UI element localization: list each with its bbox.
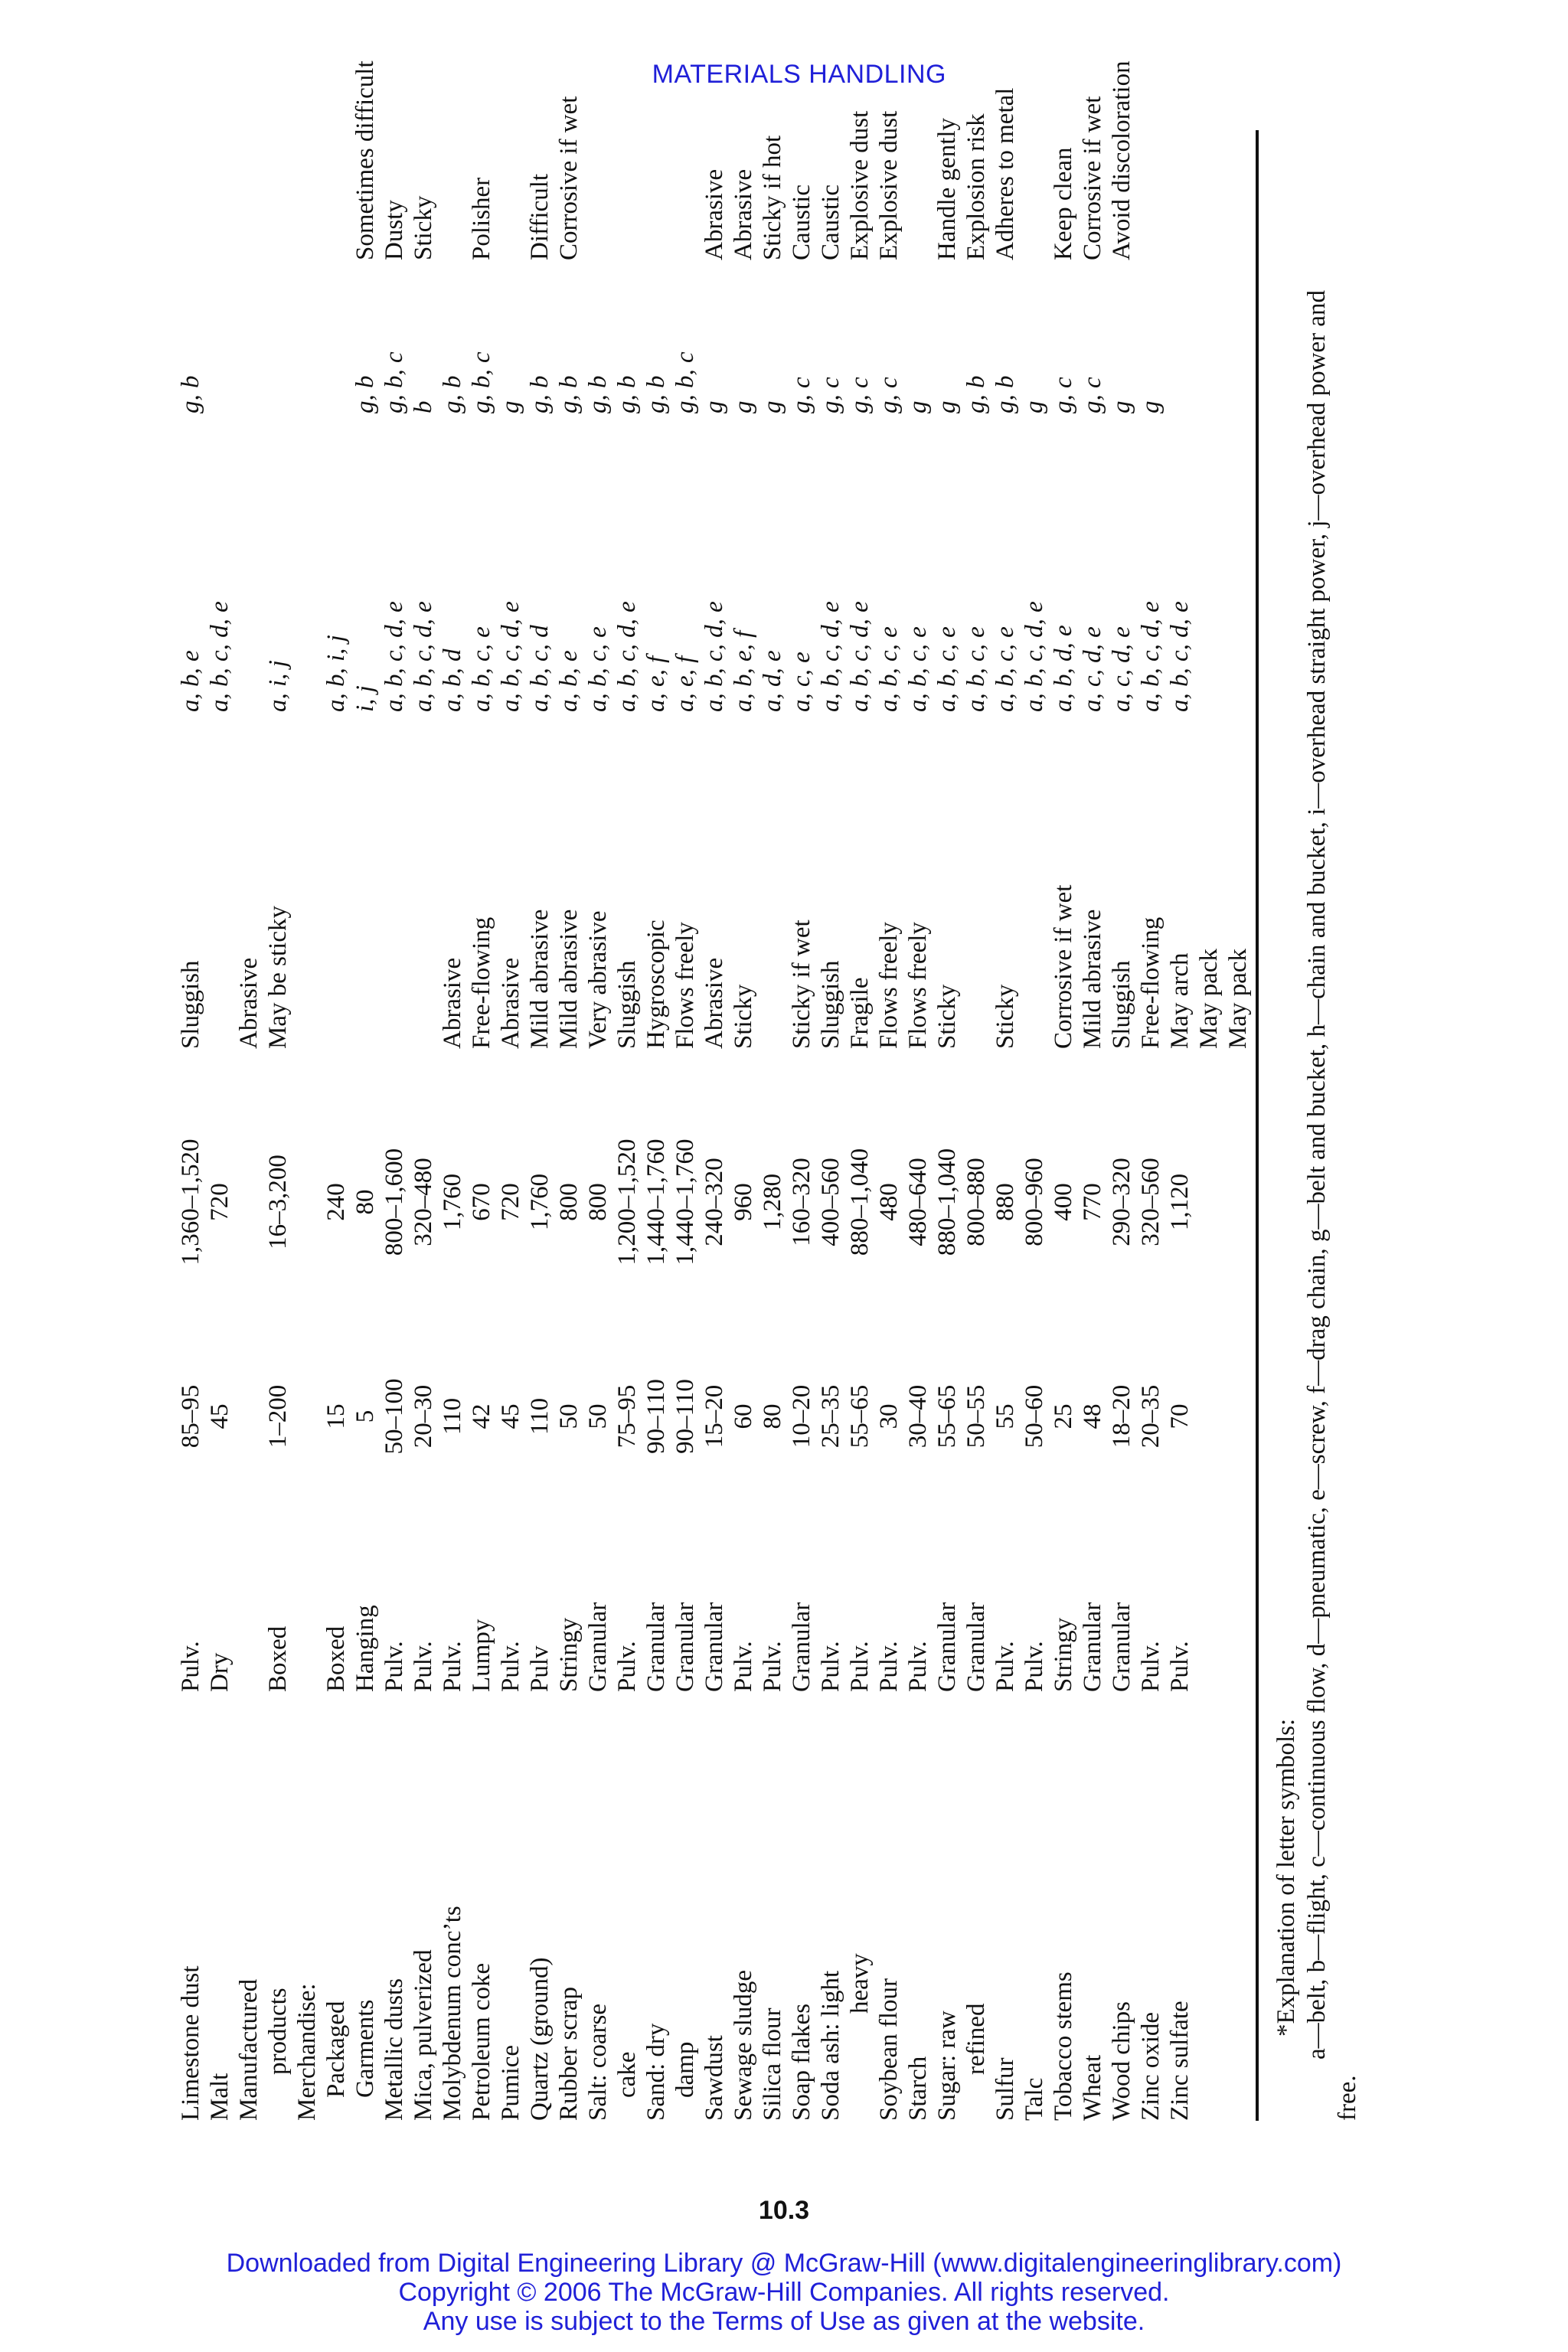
density-cell: 240–320 [701, 1158, 728, 1246]
flowability-cell: Sticky [933, 984, 961, 1049]
conveyors-cell: a, b, e [555, 650, 583, 712]
conveyors-cell: a, b, c, e [991, 626, 1019, 712]
density-cell: 480 [875, 1183, 903, 1221]
table-row [467, 130, 496, 2121]
material-cell: Rubber scrap [555, 1986, 583, 2121]
elevators-cell: g, c [846, 377, 874, 413]
remarks-cell: Caustic [788, 185, 815, 260]
density-cell: 880 [991, 1183, 1019, 1221]
conveyors-cell: a, b, c, d [526, 625, 554, 712]
table-row [496, 130, 525, 2121]
table-row [583, 130, 612, 2121]
form-cell: Pulv. [1137, 1641, 1165, 1692]
footnote-text: a—belt, b—flight, c—continuous flow, d—pneumatic, e—screw, f—drag chain, g—belt and bucket, h—chain and bucket, i—overhead straight power, j—overhead power and [1303, 289, 1331, 2060]
elevators-cell: b [410, 400, 437, 413]
table-row [380, 130, 409, 2121]
remarks-cell: Sticky [410, 195, 437, 260]
form-cell: Granular [671, 1602, 699, 1692]
remarks-cell: Abrasive [701, 168, 728, 260]
material-cell: Sawdust [701, 2035, 728, 2121]
density-cell: 880–1,040 [846, 1148, 874, 1256]
table-row [758, 130, 787, 2121]
flowability-cell: May pack [1195, 948, 1223, 1049]
footnote [1271, 130, 1363, 2121]
remarks-cell: Avoid discoloration [1108, 60, 1135, 260]
density-cell: 400–560 [817, 1158, 844, 1246]
remarks-cell: Sometimes difficult [351, 60, 379, 260]
conveyors-cell: a, d, e [759, 650, 786, 712]
table-row [671, 130, 700, 2121]
remarks-cell: Explosive dust [875, 110, 903, 260]
form-cell: Pulv. [1021, 1641, 1048, 1692]
conveyors-cell: a, b, c, d, e [410, 601, 437, 712]
conveyors-cell: a, i, j [264, 660, 292, 712]
material-cell: heavy [846, 1953, 874, 2014]
elevators-cell: g, b, c [468, 351, 495, 413]
material-cell: Sugar: raw [933, 2011, 961, 2121]
table-row [1107, 60, 1136, 2121]
elevators-cell: g, b [555, 375, 583, 413]
material-cell: Sewage sludge [730, 1969, 757, 2121]
conveyors-cell: a, c, d, e [1079, 626, 1106, 712]
density-cell: 1,440–1,760 [642, 1138, 670, 1266]
density-cell: 240 [322, 1183, 350, 1221]
size-cell: 75–95 [613, 1384, 641, 1449]
conveyors-cell: a, b, c, d, e [817, 601, 844, 712]
conveyors-cell: a, b, c, e [933, 626, 961, 712]
form-cell: Pulv. [759, 1641, 786, 1692]
table-row [322, 130, 351, 2121]
conveyors-cell: a, b, c, d, e [1137, 601, 1165, 712]
remarks-cell: Dusty [381, 200, 408, 260]
form-cell: Granular [788, 1602, 815, 1692]
flowability-cell: Sticky [730, 984, 757, 1049]
density-cell: 800–1,600 [381, 1148, 408, 1256]
table-row [1223, 130, 1253, 2121]
table-row [438, 130, 467, 2121]
flowability-cell: Mild abrasive [526, 909, 554, 1049]
conveyors-cell: a, e, f [671, 655, 699, 712]
table-row [176, 130, 205, 2121]
flowability-cell: May pack [1224, 948, 1252, 1049]
elevators-cell: g, b, c [381, 351, 408, 413]
size-cell: 45 [497, 1403, 524, 1429]
flowability-cell: Mild abrasive [1079, 909, 1106, 1049]
legal-download-line[interactable]: Downloaded from Digital Engineering Library @ McGraw-Hill (www.digitalengineeringlibrary.com) [226, 2249, 1342, 2278]
flowability-cell: Sticky [991, 984, 1019, 1049]
flowability-cell: Free-flowing [1137, 916, 1165, 1049]
flowability-cell: Abrasive [439, 957, 466, 1049]
size-cell: 42 [468, 1403, 495, 1429]
elevators-cell: g, c [875, 377, 903, 413]
elevators-cell: g, c [817, 377, 844, 413]
remarks-cell: Abrasive [730, 168, 757, 260]
elevators-cell: g, b, c [671, 351, 699, 413]
material-cell: Starch [904, 2056, 932, 2121]
table-row [729, 130, 758, 2121]
material-cell: Tobacco stems [1050, 1971, 1077, 2121]
table-row [554, 96, 583, 2121]
material-cell: damp [671, 2041, 699, 2098]
elevators-cell: g [730, 400, 757, 413]
size-cell: 90–110 [642, 1379, 670, 1454]
flowability-cell: May be sticky [264, 906, 292, 1049]
table-row [1078, 96, 1107, 2121]
flowability-cell: Flows freely [875, 922, 903, 1049]
table-row [292, 130, 322, 2121]
form-cell: Pulv [526, 1645, 554, 1692]
conveyors-cell: a, b, c, d, e [1166, 601, 1194, 712]
conveyors-cell: a, e, f [642, 655, 670, 712]
density-cell: 770 [1079, 1183, 1106, 1221]
flowability-cell: Sluggish [817, 960, 844, 1049]
conveyors-cell: a, b, c, d, e [206, 601, 234, 712]
material-cell: Merchandise: [293, 1983, 321, 2121]
form-cell: Pulv. [846, 1641, 874, 1692]
density-cell: 160–320 [788, 1158, 815, 1246]
material-cell: Silica flour [759, 2007, 786, 2121]
form-cell: Pulv. [439, 1641, 466, 1692]
flowability-cell: Corrosive if wet [1050, 884, 1077, 1049]
remarks-cell: Explosion risk [962, 113, 990, 260]
elevators-cell: g [701, 400, 728, 413]
table-row [263, 130, 292, 2121]
table-row [874, 110, 903, 2121]
size-cell: 80 [759, 1403, 786, 1429]
form-cell: Pulv. [875, 1641, 903, 1692]
elevators-cell: g [1021, 400, 1048, 413]
form-cell: Granular [584, 1602, 612, 1692]
conveyors-cell: a, b, c, d, e [846, 601, 874, 712]
table-row [1194, 130, 1223, 2121]
density-cell: 670 [468, 1183, 495, 1221]
elevators-cell: g [1137, 400, 1165, 413]
conveyors-cell: a, b, c, d, e [381, 601, 408, 712]
size-cell: 20–35 [1137, 1384, 1165, 1449]
table-row [525, 130, 554, 2121]
conveyors-cell: i, j [351, 685, 379, 712]
elevators-cell: g [904, 400, 932, 413]
table-row [409, 130, 438, 2121]
size-cell: 70 [1166, 1403, 1194, 1429]
conveyors-cell: a, b, c, d, e [701, 601, 728, 712]
size-cell: 50 [584, 1403, 612, 1429]
material-cell: Garments [351, 1999, 379, 2098]
elevators-cell: g [933, 400, 961, 413]
material-cell: cake [613, 2051, 641, 2098]
elevators-cell: g, c [1079, 377, 1106, 413]
remarks-cell: Corrosive if wet [555, 96, 583, 260]
size-cell: 90–110 [671, 1379, 699, 1454]
section-header: MATERIALS HANDLING [652, 60, 946, 89]
form-cell: Pulv. [1166, 1641, 1194, 1692]
conveyors-cell: a, b, i, j [322, 635, 350, 712]
conveyors-cell: a, b, d [439, 648, 466, 712]
remarks-cell: Polisher [468, 177, 495, 260]
form-cell: Pulv. [497, 1641, 524, 1692]
flowability-cell: Sluggish [613, 960, 641, 1049]
elevators-cell: g, c [1050, 377, 1077, 413]
table-row [1049, 130, 1078, 2121]
flowability-cell: Sticky if wet [788, 920, 815, 1049]
form-cell: Hanging [351, 1605, 379, 1692]
conveyors-cell: a, c, e [788, 652, 815, 712]
elevators-cell: g, b [613, 375, 641, 413]
size-cell: 55–65 [846, 1384, 874, 1449]
form-cell: Granular [933, 1602, 961, 1692]
page-number: 10.3 [758, 2196, 810, 2225]
elevators-cell: g, b [177, 375, 204, 413]
size-cell: 55–65 [933, 1384, 961, 1449]
size-cell: 1–200 [264, 1384, 292, 1449]
conveyors-cell: a, b, e [177, 650, 204, 712]
material-cell: Zinc oxide [1137, 2011, 1165, 2121]
density-cell: 1,280 [759, 1173, 786, 1231]
legal-copyright-line: Copyright © 2006 The McGraw-Hill Companies. All rights reserved. [398, 2278, 1170, 2307]
table-row [205, 130, 234, 2121]
remarks-cell: Adheres to metal [991, 87, 1019, 260]
density-cell: 320–560 [1137, 1158, 1165, 1246]
density-cell: 1,760 [439, 1173, 466, 1231]
density-cell: 16–3,200 [264, 1155, 292, 1250]
flowability-cell: Abrasive [235, 957, 263, 1049]
conveyors-cell: a, b, d, e [1050, 625, 1077, 712]
flowability-cell: Sluggish [1108, 960, 1135, 1049]
material-cell: Limestone dust [177, 1965, 204, 2121]
elevators-cell: g [1108, 400, 1135, 413]
table-row [612, 130, 642, 2121]
density-cell: 480–640 [904, 1158, 932, 1246]
footnote-text-continued: free. [1334, 2075, 1361, 2121]
remarks-cell: Explosive dust [846, 110, 874, 260]
elevators-cell: g, b [584, 375, 612, 413]
conveyors-cell: a, b, c, d, e [497, 601, 524, 712]
size-cell: 55 [991, 1403, 1019, 1429]
size-cell: 50–55 [962, 1384, 990, 1449]
conveyors-cell: a, b, c, e [584, 626, 612, 712]
size-cell: 50–60 [1021, 1384, 1048, 1449]
table-row [1136, 130, 1165, 2121]
material-cell: Metallic dusts [381, 1978, 408, 2121]
form-cell: Pulv. [410, 1641, 437, 1692]
size-cell: 15 [322, 1403, 350, 1429]
legal-terms-line[interactable]: Any use is subject to the Terms of Use as given at the website. [423, 2307, 1145, 2336]
material-cell: Pumice [497, 2045, 524, 2121]
elevators-cell: g [759, 400, 786, 413]
remarks-cell: Handle gently [933, 117, 961, 260]
flowability-cell: Hygroscopic [642, 920, 670, 1049]
table-row [787, 130, 816, 2121]
form-cell: Boxed [264, 1625, 292, 1692]
flowability-cell: Fragile [846, 977, 874, 1049]
size-cell: 10–20 [788, 1384, 815, 1449]
size-cell: 5 [351, 1410, 379, 1423]
conveyors-cell: a, b, c, e [904, 626, 932, 712]
form-cell: Dry [206, 1652, 234, 1692]
size-cell: 48 [1079, 1403, 1106, 1429]
size-cell: 50–100 [381, 1378, 408, 1455]
table-row [700, 130, 729, 2121]
density-cell: 1,200–1,520 [613, 1138, 641, 1266]
elevators-cell: g, b [962, 375, 990, 413]
density-cell: 720 [206, 1183, 234, 1221]
form-cell: Granular [642, 1602, 670, 1692]
form-cell: Pulv. [817, 1641, 844, 1692]
material-cell: Mica, pulverized [410, 1949, 437, 2121]
size-cell: 45 [206, 1403, 234, 1429]
size-cell: 110 [439, 1397, 466, 1436]
material-cell: Petroleum coke [468, 1962, 495, 2121]
density-cell: 800 [555, 1183, 583, 1221]
table-bottom-rule [1256, 130, 1259, 2121]
flowability-cell: Free-flowing [468, 916, 495, 1049]
conveyors-cell: a, b, e, f [730, 630, 757, 712]
form-cell: Pulv. [613, 1641, 641, 1692]
material-cell: Zinc sulfate [1166, 2001, 1194, 2121]
flowability-cell: Very abrasive [584, 910, 612, 1049]
density-cell: 800–880 [962, 1158, 990, 1246]
conveyors-cell: a, b, c, d, e [613, 601, 641, 712]
size-cell: 25–35 [817, 1384, 844, 1449]
table-row [845, 110, 874, 2121]
density-cell: 400 [1050, 1183, 1077, 1221]
flowability-cell: Sluggish [177, 960, 204, 1049]
table-row [351, 60, 380, 2121]
form-cell: Pulv. [904, 1641, 932, 1692]
remarks-cell: Keep clean [1050, 147, 1077, 260]
table-row [234, 130, 263, 2121]
elevators-cell: g [497, 400, 524, 413]
form-cell: Granular [962, 1602, 990, 1692]
elevators-cell: g, b [991, 375, 1019, 413]
flowability-cell: Abrasive [701, 957, 728, 1049]
flowability-cell: Flows freely [904, 922, 932, 1049]
size-cell: 110 [526, 1397, 554, 1436]
table-row [903, 130, 933, 2121]
elevators-cell: g, b [526, 375, 554, 413]
conveyors-cell: a, b, c, e [875, 626, 903, 712]
elevators-cell: g, c [788, 377, 815, 413]
remarks-cell: Difficult [526, 173, 554, 260]
flowability-cell: May arch [1166, 952, 1194, 1049]
form-cell: Granular [701, 1602, 728, 1692]
material-cell: Malt [206, 2073, 234, 2121]
table-row [1165, 130, 1194, 2121]
material-cell: Quartz (ground) [526, 1957, 554, 2121]
material-cell: Manufactured [235, 1978, 263, 2121]
density-cell: 320–480 [410, 1158, 437, 1246]
form-cell: Granular [1079, 1602, 1106, 1692]
form-cell: Boxed [322, 1625, 350, 1692]
size-cell: 60 [730, 1403, 757, 1429]
table-row [933, 117, 962, 2121]
density-cell: 1,360–1,520 [177, 1138, 204, 1266]
remarks-cell: Sticky if hot [759, 135, 786, 260]
material-cell: Packaged [322, 2001, 350, 2098]
material-cell: Salt: coarse [584, 2003, 612, 2121]
conveyors-cell: a, b, c, e [962, 626, 990, 712]
density-cell: 720 [497, 1183, 524, 1221]
conveyors-cell: a, b, c, d, e [1021, 601, 1048, 712]
density-cell: 1,760 [526, 1173, 554, 1231]
flowability-cell: Abrasive [497, 957, 524, 1049]
flowability-cell: Flows freely [671, 922, 699, 1049]
table-row [991, 87, 1020, 2121]
size-cell: 25 [1050, 1403, 1077, 1429]
size-cell: 50 [555, 1403, 583, 1429]
density-cell: 1,120 [1166, 1173, 1194, 1231]
material-cell: products [264, 1988, 292, 2075]
table-row [642, 130, 671, 2121]
size-cell: 30–40 [904, 1384, 932, 1449]
form-cell: Stringy [1050, 1617, 1077, 1692]
form-cell: Granular [1108, 1602, 1135, 1692]
size-cell: 20–30 [410, 1384, 437, 1449]
material-cell: Wheat [1079, 2054, 1106, 2121]
conveyors-cell: a, c, d, e [1108, 626, 1135, 712]
density-cell: 880–1,040 [933, 1148, 961, 1256]
material-cell: Talc [1021, 2077, 1048, 2121]
size-cell: 30 [875, 1403, 903, 1429]
remarks-cell: Caustic [817, 185, 844, 260]
size-cell: 18–20 [1108, 1384, 1135, 1449]
density-cell: 960 [730, 1183, 757, 1221]
material-cell: Soda ash: light [817, 1970, 844, 2121]
material-cell: Soap flakes [788, 2003, 815, 2121]
footnote-title: *Explanation of letter symbols: [1272, 1718, 1300, 2037]
elevators-cell: g, b [351, 375, 379, 413]
size-cell: 15–20 [701, 1384, 728, 1449]
form-cell: Pulv. [991, 1641, 1019, 1692]
elevators-cell: g, b [642, 375, 670, 413]
remarks-cell: Corrosive if wet [1079, 96, 1106, 260]
form-cell: Stringy [555, 1617, 583, 1692]
form-cell: Pulv. [177, 1641, 204, 1692]
material-cell: Sulfur [991, 2057, 1019, 2121]
elevators-cell: g, b [439, 375, 466, 413]
density-cell: 1,440–1,760 [671, 1138, 699, 1266]
material-cell: Wood chips [1108, 2001, 1135, 2121]
table-row [1020, 130, 1049, 2121]
form-cell: Pulv. [730, 1641, 757, 1692]
table-row [962, 113, 991, 2121]
density-cell: 80 [351, 1189, 379, 1215]
form-cell: Pulv. [381, 1641, 408, 1692]
material-cell: refined [962, 2003, 990, 2075]
material-cell: Sand: dry [642, 2023, 670, 2121]
conveyors-cell: a, b, c, e [468, 626, 495, 712]
table-row [816, 130, 845, 2121]
material-cell: Soybean flour [875, 1978, 903, 2121]
flowability-cell: Mild abrasive [555, 909, 583, 1049]
density-cell: 800 [584, 1183, 612, 1221]
density-cell: 290–320 [1108, 1158, 1135, 1246]
size-cell: 85–95 [177, 1384, 204, 1449]
form-cell: Lumpy [468, 1619, 495, 1692]
density-cell: 800–960 [1021, 1158, 1048, 1246]
material-cell: Molybdenum conc’ts [439, 1906, 466, 2121]
